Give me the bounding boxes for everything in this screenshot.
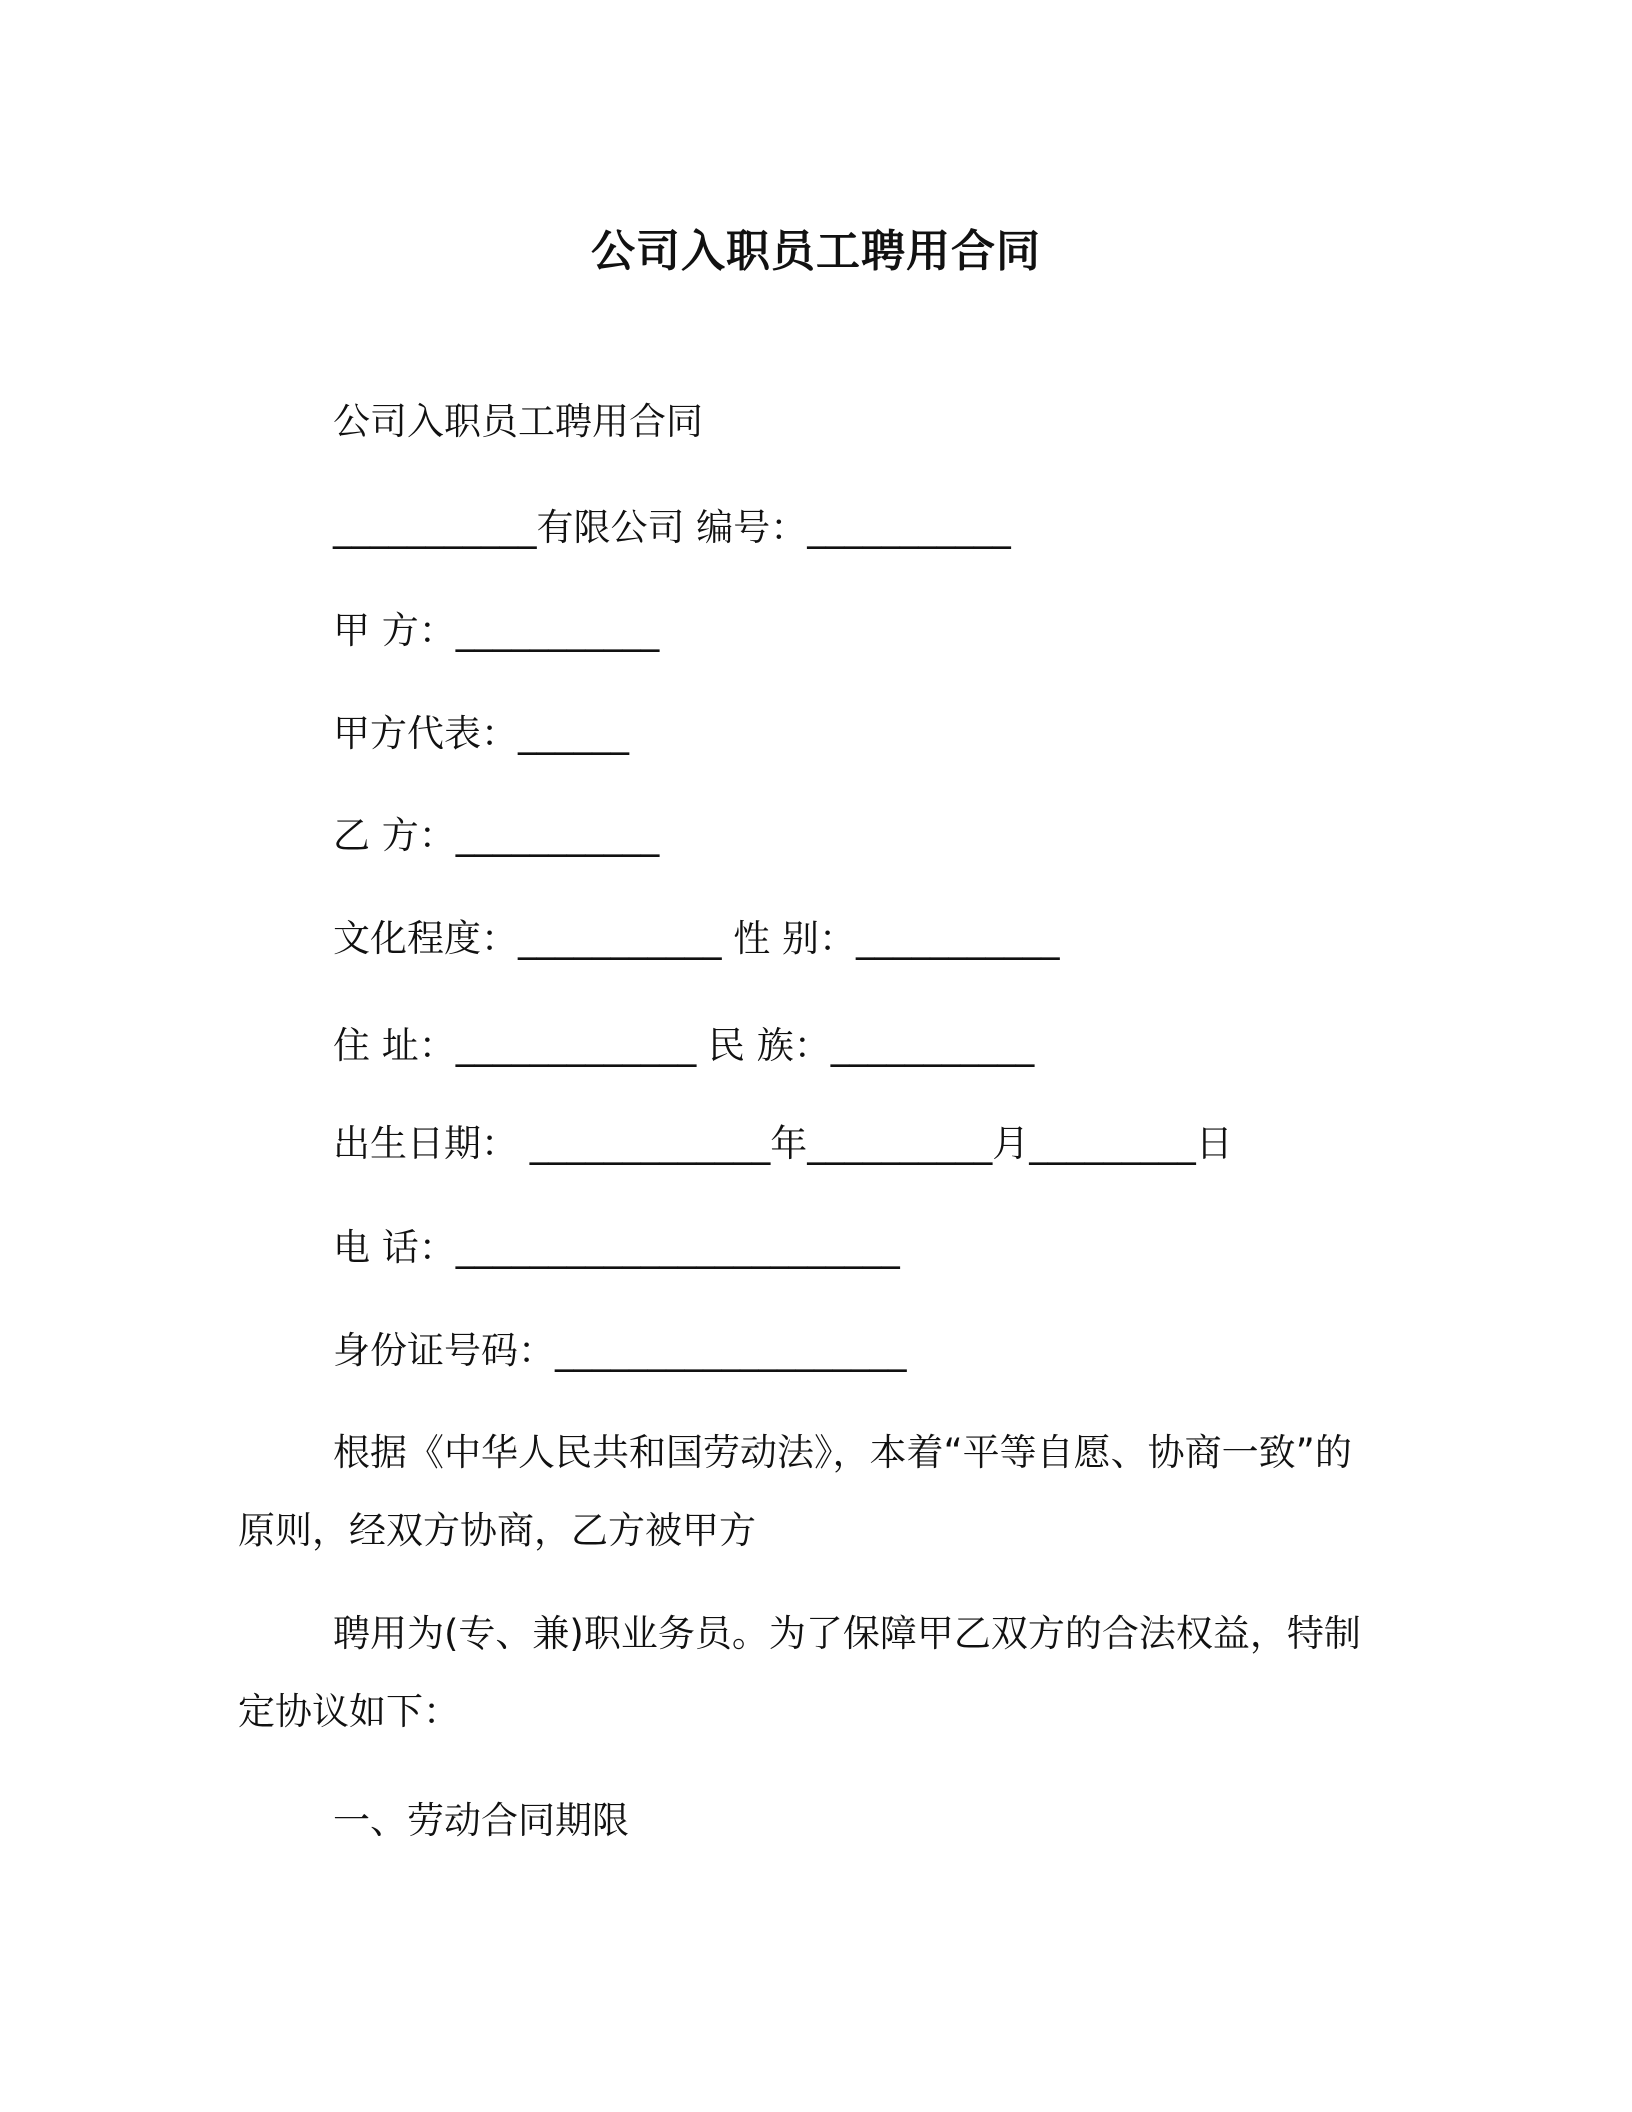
contract-paragraph: 聘用为(专、兼)职业务员。为了保障甲乙双方的合法权益，特制定协议如下： [238,1612,1361,1733]
document-subtitle: 公司入职员工聘用合同 [333,400,703,443]
education-gender-line: 文化程度：___________ 性 别：___________ [333,917,1060,960]
party-a-line: 甲 方：___________ [333,609,660,652]
party-b-line: 乙 方：___________ [333,814,660,857]
contract-paragraph: 根据《中华人民共和国劳动法》，本着“平等自愿、协商一致”的原则，经双方协商，乙方被甲方 [238,1431,1352,1552]
section-heading: 一、劳动合同期限 [333,1799,629,1842]
birth-date-line: 出生日期： _____________年__________月_________日 [333,1122,1233,1165]
address-ethnicity-line: 住 址：_____________ 民 族：___________ [333,1024,1035,1067]
party-a-representative-line: 甲方代表：______ [333,712,629,755]
document-title: 公司入职员工聘用合同 [591,226,1041,277]
company-number-line: ___________有限公司 编号：___________ [333,506,1011,549]
phone-line: 电 话：________________________ [333,1226,900,1269]
id-number-line: 身份证号码：___________________ [333,1329,907,1372]
